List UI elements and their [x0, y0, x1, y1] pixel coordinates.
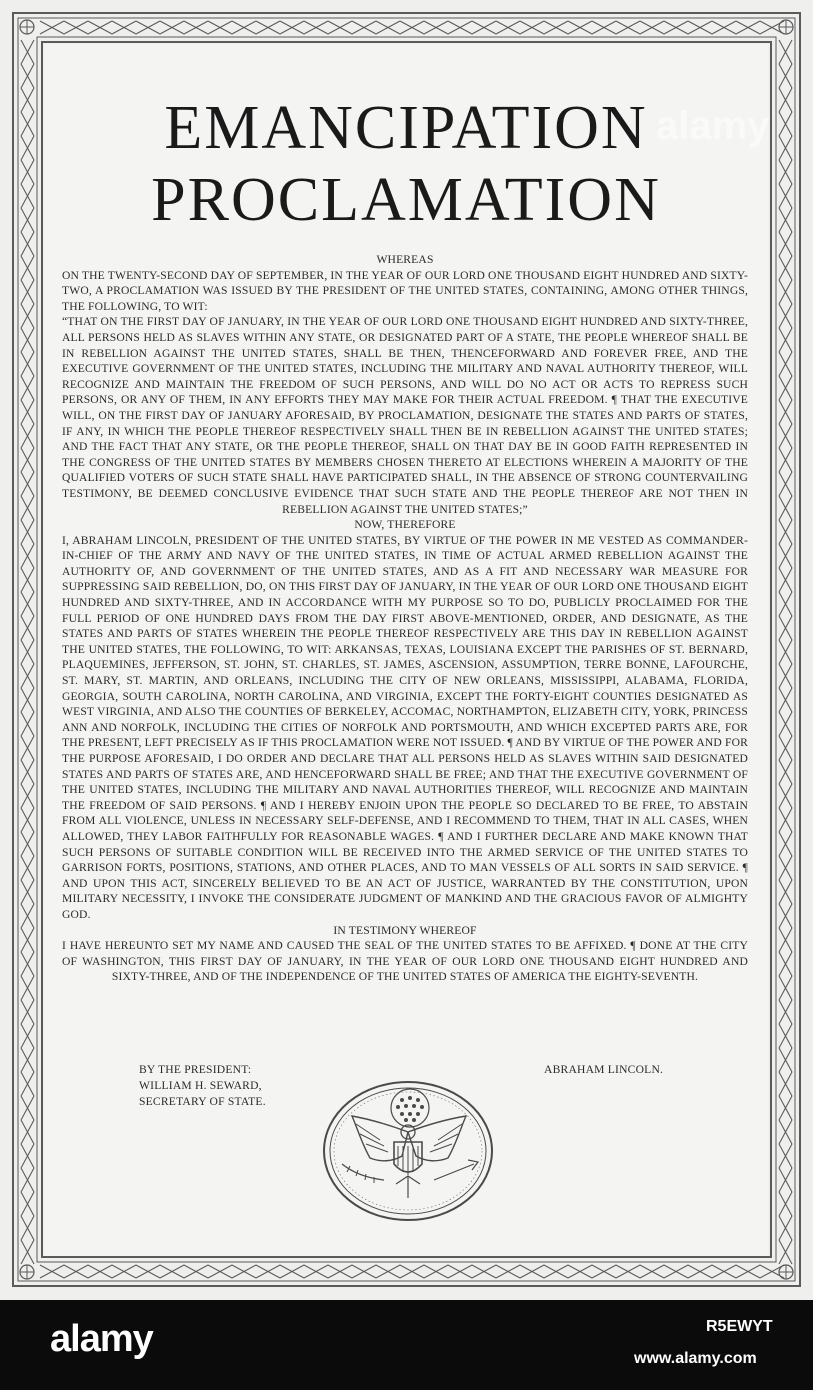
image-id-label: R5EWYT	[706, 1318, 773, 1335]
great-seal-icon	[322, 1080, 494, 1222]
signature-line: BY THE PRESIDENT:	[139, 1063, 252, 1076]
site-url: www.alamy.com	[634, 1350, 757, 1367]
now-therefore-heading: NOW, THEREFORE	[354, 518, 456, 532]
title-line-1: EMANCIPATION	[164, 94, 648, 162]
signature-line: SECRETARY OF STATE.	[139, 1095, 266, 1108]
testimony-heading: IN TESTIMONY WHEREOF	[333, 923, 477, 937]
proclamation-body	[62, 252, 748, 985]
president-signature: ABRAHAM LINCOLN.	[544, 1063, 664, 1076]
quoted-proclamation: “THAT ON THE FIRST DAY OF JANUARY, IN THE YEAR OF OUR LORD ONE THOUSAND EIGHT HUNDRED AND SIXTY-THREE, ALL PERSONS HELD AS SLAVES WITHIN ANY STATE, OR DESIGNATED PART OF A STATE, THE PEOPLE WHEREOF SHALL BE IN REBELLION AGAINST THE UNITED STATES, SHALL BE THEN, THENCEFORWARD AND FOREVER FREE, AND THE EXECUTIVE GOVERNMENT OF THE UNITED STATES, INCLUDING THE MILITARY AND NAVAL AUTHORITY THEREOF, WILL RECOGNIZE AND MAINTAIN THE FREEDOM OF SUCH PERSONS, AND WILL DO NO ACT OR ACTS TO REPRESS SUCH PERSONS, OR ANY OF THEM, IN ANY EFFORTS THEY MAY MAKE FOR THEIR ACTUAL FREEDOM. ¶ THAT THE EXECUTIVE WILL, ON THE FIRST DAY OF JANUARY AFORESAID, BY PROCLAMATION, DESIGNATE THE STATES AND PARTS OF STATES, IF ANY, IN WHICH THE PEOPLE THEREOF RESPECTIVELY SHALL THEN BE IN REBELLION AGAINST THE UNITED STATES; AND THE FACT THAT ANY STATE, OR THE PEOPLE THEREOF, SHALL ON THAT DAY BE IN GOOD FAITH REPRESENTED IN THE CONGRESS OF THE UNITED STATES BY MEMBERS CHOSEN THERETO AT ELECTIONS WHEREIN A MAJORITY OF THE QUALIFIED VOTERS OF SUCH STATE SHALL HAVE PARTICIPATED SHALL, IN THE ABSENCE OF STRONG COUNTERVAILING TESTIMONY, BE DEEMED CONCLUSIVE EVIDENCE THAT SUCH STATE AND THE PEOPLE THEREOF ARE NOT THEN IN REBELLION AGAINST THE UNITED STATES;”	[62, 315, 748, 516]
alamy-logo: alamy	[50, 1318, 153, 1360]
whereas-heading: WHEREAS	[376, 253, 434, 266]
signature-line: WILLIAM H. SEWARD,	[139, 1079, 262, 1092]
document-title	[44, 92, 768, 236]
testimony-paragraph: I HAVE HEREUNTO SET MY NAME AND CAUSED THE SEAL OF THE UNITED STATES TO BE AFFIXED. ¶ DONE AT THE CITY OF WASHINGTON, THIS FIRST DAY OF JANUARY, IN THE YEAR OF OUR LORD ONE THOUSAND EIGHT HUNDRED AND SIXTY-THREE, AND OF THE INDEPENDENCE OF THE UNITED STATES OF AMERICA THE EIGHTY-SEVENTH.	[62, 939, 748, 984]
secretary-signature-block	[139, 1062, 266, 1110]
proclamation-paragraph: I, ABRAHAM LINCOLN, PRESIDENT OF THE UNITED STATES, BY VIRTUE OF THE POWER IN ME VESTED AS COMMANDER-IN-CHIEF OF THE ARMY AND NAVY OF THE UNITED STATES, IN TIME OF ACTUAL ARMED REBELLION AGAINST THE AUTHORITY OF, AND GOVERNMENT OF THE UNITED STATES, AND AS A FIT AND NECESSARY WAR MEASURE FOR SUPPRESSING SAID REBELLION, DO, ON THIS FIRST DAY OF JANUARY, IN THE YEAR OF OUR LORD ONE THOUSAND EIGHT HUNDRED AND SIXTY-THREE, AND IN ACCORDANCE WITH MY PURPOSE SO TO DO, PUBLICLY PROCLAIMED FOR THE FULL PERIOD OF ONE HUNDRED DAYS FROM THE DAY FIRST ABOVE-MENTIONED, ORDER, AND DESIGNATE, AS THE STATES AND PARTS OF STATES WHEREIN THE PEOPLE THEREOF RESPECTIVELY ARE THIS DAY IN REBELLION AGAINST THE UNITED STATES, THE FOLLOWING, TO WIT: ARKANSAS, TEXAS, LOUISIANA EXCEPT THE PARISHES OF ST. BERNARD, PLAQUEMINES, JEFFERSON, ST. JOHN, ST. CHARLES, ST. JAMES, ASCENSION, ASSUMPTION, TERRE BONNE, LAFOURCHE, ST. MARY, ST. MARTIN, AND ORLEANS, INCLUDING THE CITY OF NEW ORLEANS, MISSISSIPPI, ALABAMA, FLORIDA, GEORGIA, SOUTH CAROLINA, NORTH CAROLINA, AND VIRGINIA, EXCEPT THE FORTY-EIGHT COUNTIES DESIGNATED AS WEST VIRGINIA, AND ALSO THE COUNTIES OF BERKELEY, ACCOMAC, NORTHAMPTON, ELIZABETH CITY, YORK, PRINCESS ANN AND NORFOLK, INCLUDING THE CITIES OF NORFOLK AND PORTSMOUTH, AND WHICH EXCEPTED PARTS ARE, FOR THE PRESENT, LEFT PRECISELY AS IF THIS PROCLAMATION WERE NOT ISSUED. ¶ AND BY VIRTUE OF THE POWER AND FOR THE PURPOSE AFORESAID, I DO ORDER AND DECLARE THAT ALL PERSONS HELD AS SLAVES WITHIN SAID DESIGNATED STATES AND PARTS OF STATES ARE, AND HENCEFORWARD SHALL BE FREE; AND THAT THE EXECUTIVE GOVERNMENT OF THE UNITED STATES, INCLUDING THE MILITARY AND NAVAL AUTHORITIES THEREOF, WILL RECOGNIZE AND MAINTAIN THE FREEDOM OF SAID PERSONS. ¶ AND I HEREBY ENJOIN UPON THE PEOPLE SO DECLARED TO BE FREE, TO ABSTAIN FROM ALL VIOLENCE, UNLESS IN NECESSARY SELF-DEFENSE, AND I RECOMMEND TO THEM, THAT IN ALL CASES, WHEN ALLOWED, THEY LABOR FAITHFULLY FOR REASONABLE WAGES. ¶ AND I FURTHER DECLARE AND MAKE KNOWN THAT SUCH PERSONS OF SUITABLE CONDITION WILL BE RECEIVED INTO THE ARMED SERVICE OF THE UNITED STATES TO GARRISON FORTS, POSITIONS, STATIONS, AND OTHER PLACES, AND TO MAN VESSELS OF ALL SORTS IN SAID SERVICE. ¶ AND UPON THIS ACT, SINCERELY BELIEVED TO BE AN ACT OF JUSTICE, WARRANTED BY THE CONSTITUTION, UPON MILITARY NECESSITY, I INVOKE THE CONSIDERATE JUDGMENT OF MANKIND AND THE GRACIOUS FAVOR OF ALMIGHTY GOD.	[62, 533, 748, 921]
title-line-2: PROCLAMATION	[151, 166, 661, 234]
watermark: alamy	[656, 104, 770, 148]
whereas-paragraph: ON THE TWENTY-SECOND DAY OF SEPTEMBER, IN THE YEAR OF OUR LORD ONE THOUSAND EIGHT HUNDRED AND SIXTY-TWO, A PROCLAMATION WAS ISSUED BY THE PRESIDENT OF THE UNITED STATES, CONTAINING, AMONG OTHER THINGS, THE FOLLOWING, TO WIT:	[62, 268, 748, 313]
